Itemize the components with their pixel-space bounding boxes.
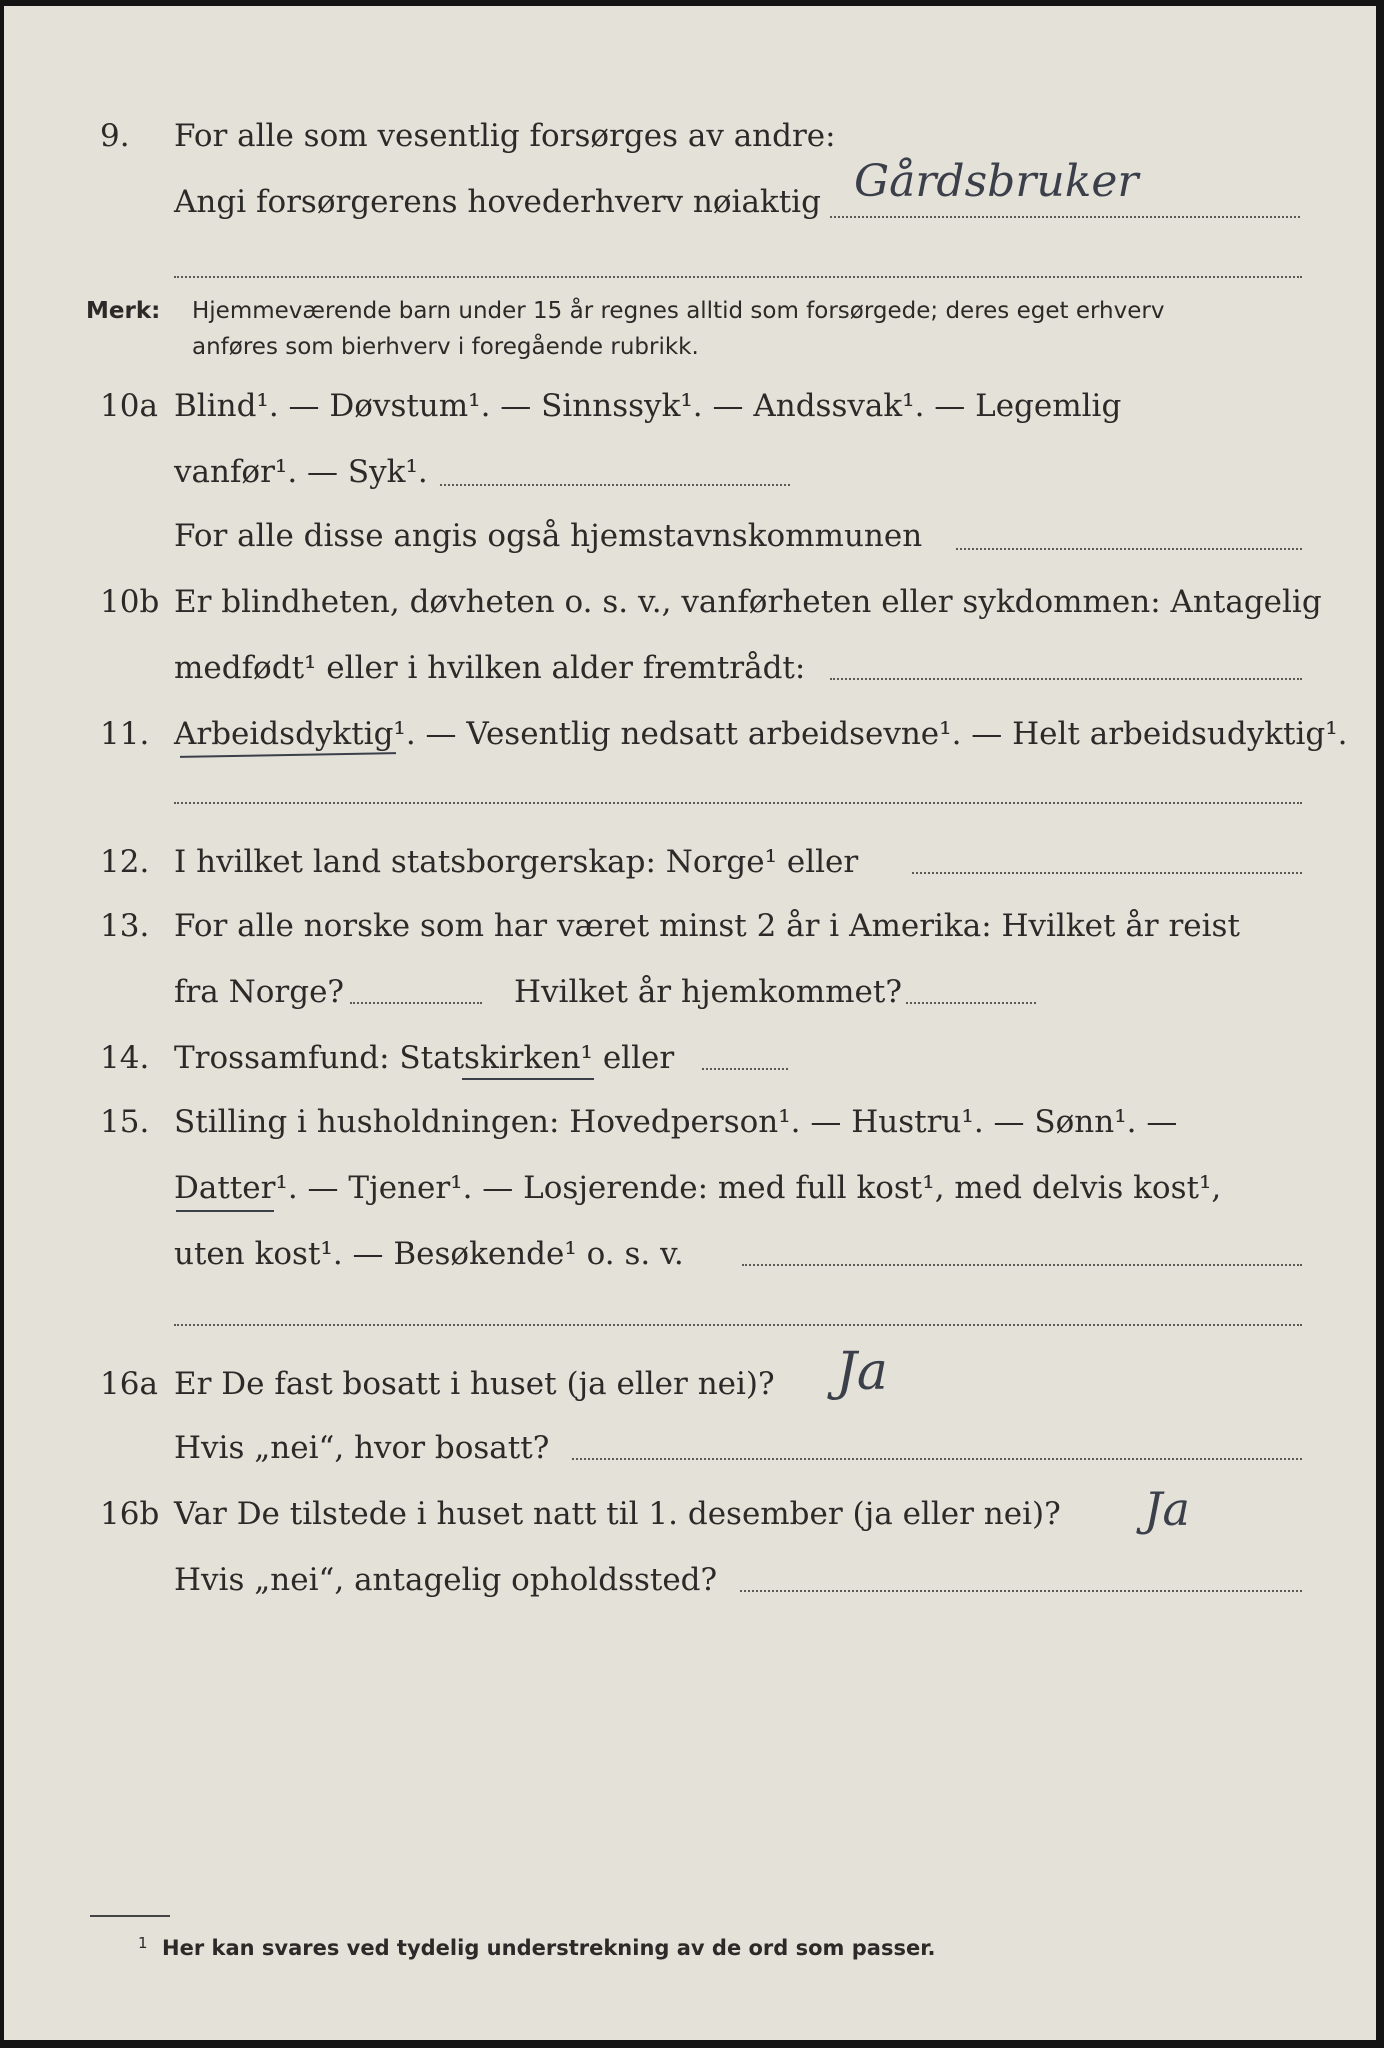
q16a-line1: Er De fast bosatt i huset (ja eller nei)?: [174, 1366, 775, 1402]
q10a-line1: Blind¹. — Døvstum¹. — Sinnssyk¹. — Andssvak¹. — Legemlig: [174, 388, 1122, 424]
q11-line1: Arbeidsdyktig¹. — Vesentlig nedsatt arbeidsevne¹. — Helt arbeidsudyktig¹.: [174, 716, 1348, 752]
merk-label: Merk:: [86, 298, 161, 324]
q10b-line2: medfødt¹ eller i hvilken alder fremtrådt:: [174, 650, 806, 686]
q9-line1: For alle som vesentlig forsørges av andre:: [174, 118, 836, 154]
q12-number: 12.: [100, 844, 150, 880]
q14-line1: Trossamfund: Statskirken¹ eller: [174, 1040, 675, 1076]
q10a-line3: For alle disse angis også hjemstavnskommunen: [174, 518, 923, 554]
q16b-number: 16b: [100, 1496, 160, 1532]
q13-number: 13.: [100, 908, 150, 944]
merk-line1: Hjemmeværende barn under 15 år regnes alltid som forsørgede; deres eget erhverv: [192, 298, 1165, 324]
q9-handwritten-answer: Gårdsbruker: [854, 156, 1139, 207]
q13-line1: For alle norske som har været minst 2 år i Amerika: Hvilket år reist: [174, 908, 1240, 944]
q15-line2: Datter¹. — Tjener¹. — Losjerende: med full kost¹, med delvis kost¹,: [174, 1170, 1222, 1206]
q16a-handwritten-answer: Ja: [836, 1342, 888, 1402]
q10a-line2: vanfør¹. — Syk¹.: [174, 454, 428, 490]
q16b-line1: Var De tilstede i huset natt til 1. desember (ja eller nei)?: [174, 1496, 1061, 1532]
q16b-line2: Hvis „nei“, antagelig opholdssted?: [174, 1562, 718, 1598]
q14-handwritten-underline: [462, 1078, 594, 1080]
q9-answer-line: [830, 216, 1300, 218]
q15-number: 15.: [100, 1104, 150, 1140]
q16b-opholdssted-line: [740, 1590, 1302, 1592]
footnote-marker: 1: [138, 1934, 148, 1952]
q15-handwritten-underline: [176, 1210, 274, 1212]
q9-extra-line: [174, 276, 1302, 278]
q10a-number: 10a: [100, 388, 158, 424]
q16b-handwritten-answer: Ja: [1144, 1482, 1190, 1536]
q15-line1: Stilling i husholdningen: Hovedperson¹. — Hustru¹. — Sønn¹. —: [174, 1104, 1178, 1140]
q9-line2: Angi forsørgerens hovederhverv nøiaktig: [174, 184, 821, 220]
q15-extra-line: [174, 1324, 1302, 1326]
q12-answer-line: [912, 872, 1302, 874]
q13-hjemkommet-line: [906, 1002, 1036, 1004]
q10b-line1: Er blindheten, døvheten o. s. v., vanførheten eller sykdommen: Antagelig: [174, 584, 1322, 620]
footnote-text: Her kan svares ved tydelig understrekning av de ord som passer.: [162, 1936, 936, 1960]
q12-line1: I hvilket land statsborgerskap: Norge¹ eller: [174, 844, 859, 880]
q15-line3: uten kost¹. — Besøkende¹ o. s. v.: [174, 1236, 684, 1272]
q10a-syk-line: [440, 484, 790, 486]
census-form-page: [4, 6, 1376, 2040]
merk-line2: anføres som bierhverv i foregående rubrikk.: [192, 334, 699, 360]
footnote-rule: [90, 1915, 170, 1917]
q16a-number: 16a: [100, 1366, 158, 1402]
q13-line2a: fra Norge?: [174, 974, 345, 1010]
q11-extra-line: [174, 802, 1302, 804]
q16a-line2: Hvis „nei“, hvor bosatt?: [174, 1430, 550, 1466]
q10b-answer-line: [830, 678, 1302, 680]
q9-number: 9.: [100, 118, 130, 154]
q11-number: 11.: [100, 716, 150, 752]
q16a-bosatt-line: [572, 1458, 1302, 1460]
q15-answer-line: [742, 1264, 1302, 1266]
q14-answer-line: [702, 1068, 788, 1070]
q13-line2b: Hvilket år hjemkommet?: [514, 974, 902, 1010]
q10b-number: 10b: [100, 584, 160, 620]
q13-reist-line: [350, 1002, 482, 1004]
q10a-kommune-line: [956, 548, 1302, 550]
q14-number: 14.: [100, 1040, 150, 1076]
